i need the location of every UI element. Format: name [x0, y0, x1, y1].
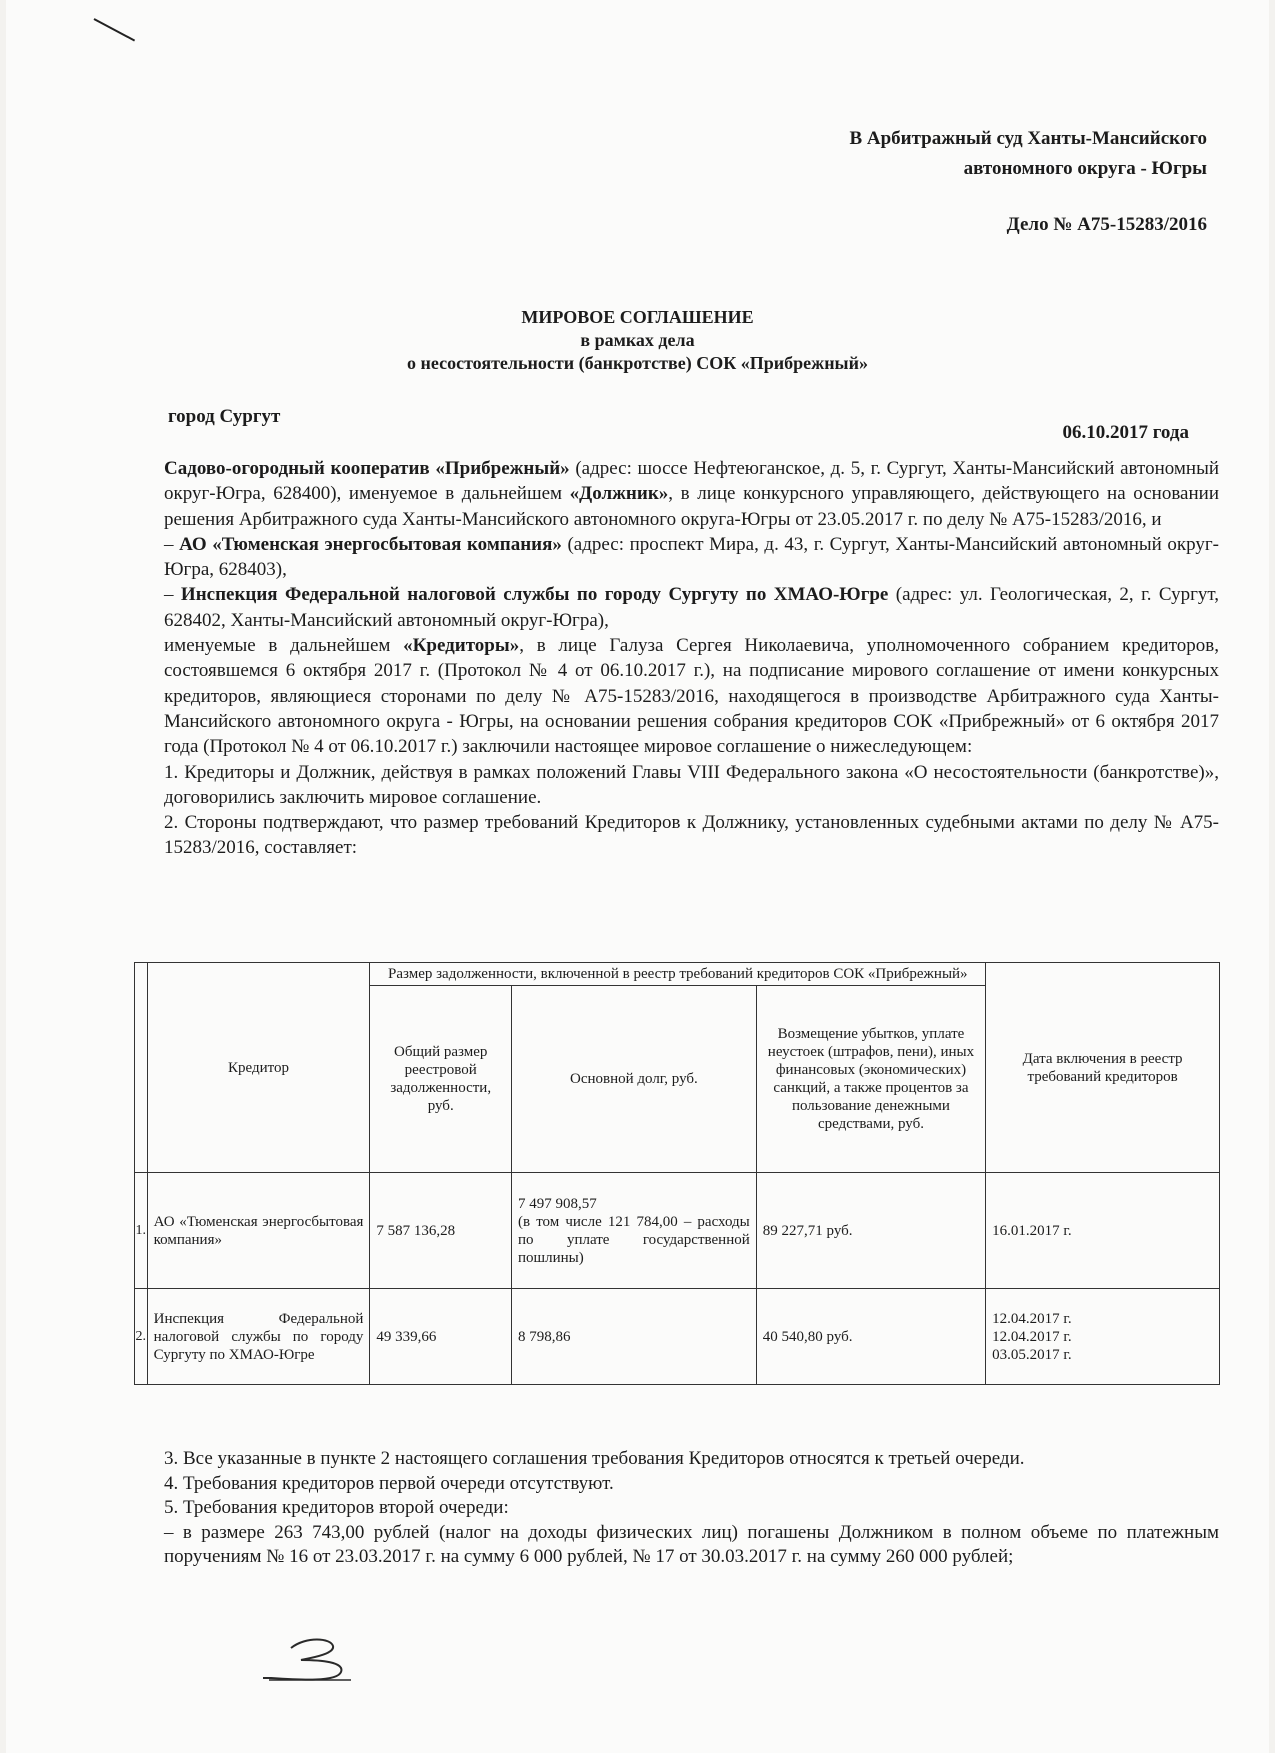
title-line3: о несостоятельности (банкротстве) СОК «Прибрежный»: [407, 353, 868, 373]
creditor1-details: (адрес: проспект Мира, д. 43, г. Сургут, Ханты-Мансийский автономный округ-Югра, 628403),: [164, 533, 1220, 581]
creditor1-paragraph: [164, 532, 1219, 583]
document-title: [6, 306, 1269, 375]
header-group: Размер задолженности, включенной в реестр требований кредиторов СОК «Прибрежный»: [370, 963, 986, 986]
creditor2-paragraph: [164, 582, 1219, 633]
claims-table: [134, 962, 1220, 1385]
document-page: [6, 0, 1269, 1753]
creditor1-dash: –: [164, 533, 180, 555]
row-date-2: 12.04.2017 г.: [992, 1328, 1072, 1345]
row-num: 1.: [135, 1173, 148, 1289]
agreement-body: [164, 456, 1219, 861]
case-number: Дело № А75-15283/2016: [1006, 214, 1207, 235]
table-row: [135, 1289, 1220, 1385]
row-num: 2.: [135, 1289, 148, 1385]
title-line2: в рамках дела: [580, 330, 695, 350]
court-header-line2: автономного округа - Югры: [963, 158, 1207, 179]
document-date: 06.10.2017 года: [1062, 422, 1189, 443]
header-total: Общий размер реестровой задолженности, руб.: [370, 986, 512, 1173]
row-date: [986, 1289, 1220, 1385]
row-principal-note: (в том числе 121 784,00 – расходы по уплате государственной пошлины): [518, 1213, 750, 1266]
header-num-cell: [135, 963, 148, 1173]
creditors-alias: «Кредиторы»: [403, 635, 520, 657]
header-penalties: Возмещение убытков, уплате неустоек (штрафов, пени), иных финансовых (экономических) санкций, а также процентов за пользование денежными средствами, руб.: [756, 986, 985, 1173]
item-2: 2. Стороны подтверждают, что размер требований Кредиторов к Должнику, установленных судебными актами по делу № А75-15283/2016, составляет:: [164, 812, 1219, 859]
debtor-details: (адрес: шоссе Нефтеюганское, д. 5, г. Сургут, Ханты-Мансийский автономный округ-Югра, 628400), именуемое в дальнейшем: [164, 458, 1219, 505]
creditors-rest: , в лице Галуза Сергея Николаевича, уполномоченного собранием кредиторов, состоявшемся 6 октября 2017 г. (Протокол № 4 от 06.10.2017 г.), на подписание мирового соглашение от имени конкурсных кредиторов, являющиеся сторонами по делу № А75-15283/2016, находящегося в производстве Арбитражного суда Ханты-Мансийского автономного округа - Югры, на основании решения собрания кредиторов СОК «Прибрежный» от 6 октября 2017 года (Протокол № 4 от 06.10.2017 г.) заключили настоящее мировое соглашение о нижеследующем:: [164, 635, 1219, 758]
row-principal: [512, 1289, 757, 1385]
debtor-name: Садово-огородный кооператив «Прибрежный»: [164, 458, 570, 479]
row-total: 7 587 136,28: [370, 1173, 512, 1289]
row-creditor: АО «Тюменская энергосбытовая компания»: [147, 1173, 370, 1289]
court-header-line1: В Арбитражный суд Ханты-Мансийского: [849, 128, 1207, 149]
signature-mark: [261, 1630, 371, 1690]
header-date: Дата включения в реестр требований кредиторов: [986, 963, 1220, 1173]
row-creditor: Инспекция Федеральной налоговой службы по городу Сургуту по ХМАО-Югре: [147, 1289, 370, 1385]
item-1: 1. Кредиторы и Должник, действуя в рамках положений Главы VIII Федерального закона «О несостоятельности (банкротстве)», договорились заключить мировое соглашение.: [164, 761, 1219, 808]
debtor-paragraph: [164, 456, 1219, 532]
creditors-prefix: именуемые в дальнейшем: [164, 635, 404, 657]
row-principal-value: 7 497 908,57: [518, 1195, 597, 1212]
row-date: [986, 1173, 1220, 1289]
row-total: 49 339,66: [370, 1289, 512, 1385]
row-date-1: 16.01.2017 г.: [992, 1222, 1072, 1239]
city: город Сургут: [168, 406, 281, 427]
creditor1-name: АО «Тюменская энергосбытовая компания»: [179, 533, 562, 555]
header-creditor: Кредитор: [147, 963, 370, 1173]
row-principal-value: 8 798,86: [518, 1328, 571, 1345]
header-principal: Основной долг, руб.: [512, 986, 757, 1173]
creditor2-dash: –: [164, 584, 181, 606]
item-5-detail: – в размере 263 743,00 рублей (налог на доходы физических лиц) погашены Должником в полном объеме по платежным поручениям № 16 от 23.03.2017 г. на сумму 6 000 рублей, № 17 от 30.03.2017 г. на сумму 260 000 рублей;: [164, 1521, 1219, 1568]
agreement-bottom: [164, 1447, 1219, 1570]
scan-mark: [94, 18, 136, 41]
debtor-rest: , в лице конкурсного управляющего, действующего на основании решения Арбитражного суда Ханты-Мансийского автономного округа-Югры от 23.05.2017 г. по делу № А75-15283/2016, и: [164, 483, 1219, 530]
title-line1: МИРОВОЕ СОГЛАШЕНИЕ: [521, 307, 754, 327]
item-5: 5. Требования кредиторов второй очереди:: [164, 1497, 509, 1519]
row-date-1: 12.04.2017 г.: [992, 1310, 1072, 1327]
table-header-row: [135, 963, 1220, 986]
row-principal: [512, 1173, 757, 1289]
row-penalties: 89 227,71 руб.: [756, 1173, 985, 1289]
creditors-paragraph: [164, 633, 1219, 759]
row-date-3: 03.05.2017 г.: [992, 1346, 1072, 1363]
item-4: 4. Требования кредиторов первой очереди отсутствуют.: [164, 1472, 614, 1494]
creditor2-name: Инспекция Федеральной налоговой службы по городу Сургуту по ХМАО-Югре: [180, 584, 889, 606]
item-3: 3. Все указанные в пункте 2 настоящего соглашения требования Кредиторов относятся к третьей очереди.: [164, 1448, 1025, 1469]
table-row: [135, 1173, 1220, 1289]
row-penalties: 40 540,80 руб.: [756, 1289, 985, 1385]
creditor2-details: (адрес: ул. Геологическая, 2, г. Сургут, 628402, Ханты-Мансийский автономный округ-Югра),: [164, 584, 1220, 631]
court-header: [849, 124, 1207, 184]
debtor-alias: «Должник»: [569, 483, 669, 505]
